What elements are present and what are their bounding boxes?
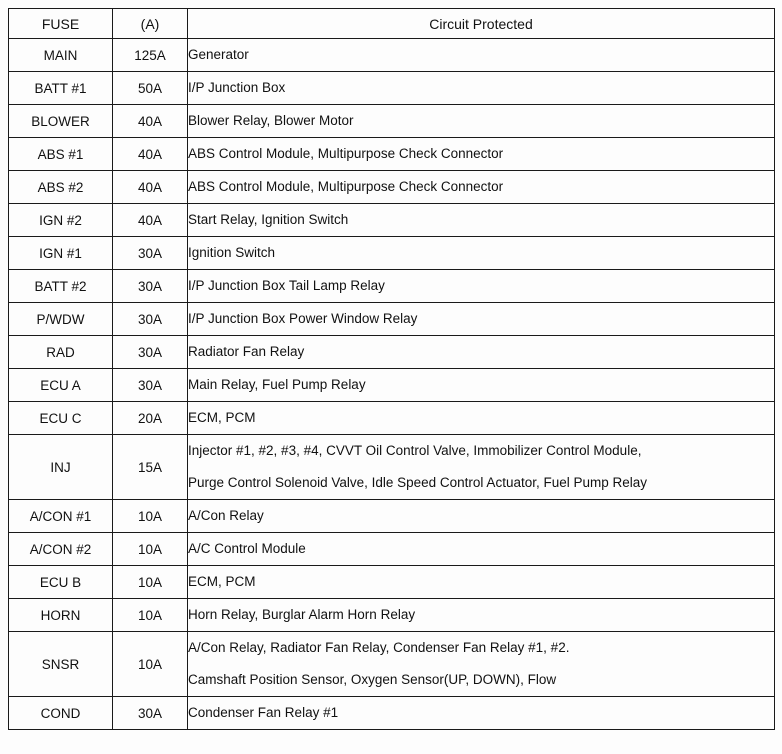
circuit-line: ECM, PCM xyxy=(188,574,256,589)
fuse-name-cell: P/WDW xyxy=(9,303,113,336)
table-row xyxy=(9,336,775,369)
fuse-name-cell: A/CON #2 xyxy=(9,533,113,566)
circuit-protected-cell xyxy=(188,566,775,599)
amperage-cell: 30A xyxy=(113,697,188,730)
circuit-line: Camshaft Position Sensor, Oxygen Sensor(UP, DOWN), Flow xyxy=(188,672,557,687)
fuse-table xyxy=(8,8,775,730)
fuse-name-cell: A/CON #1 xyxy=(9,500,113,533)
fuse-name-cell: BLOWER xyxy=(9,105,113,138)
circuit-protected-cell xyxy=(188,105,775,138)
table-row xyxy=(9,138,775,171)
header-amperage: (A) xyxy=(113,9,188,39)
fuse-name-cell: MAIN xyxy=(9,39,113,72)
table-row xyxy=(9,533,775,566)
circuit-protected-cell xyxy=(188,303,775,336)
table-row xyxy=(9,204,775,237)
amperage-cell: 40A xyxy=(113,171,188,204)
amperage-cell: 15A xyxy=(113,435,188,500)
table-row xyxy=(9,435,775,500)
fuse-name-cell: ABS #1 xyxy=(9,138,113,171)
fuse-name-cell: IGN #1 xyxy=(9,237,113,270)
circuit-line: A/Con Relay xyxy=(188,508,264,523)
circuit-protected-cell xyxy=(188,138,775,171)
amperage-cell: 10A xyxy=(113,533,188,566)
circuit-protected-cell xyxy=(188,697,775,730)
circuit-line: Blower Relay, Blower Motor xyxy=(188,113,354,128)
fuse-name-cell: COND xyxy=(9,697,113,730)
circuit-line: Condenser Fan Relay #1 xyxy=(188,705,339,720)
header-circuit: Circuit Protected xyxy=(188,9,775,39)
fuse-name-cell: INJ xyxy=(9,435,113,500)
circuit-protected-cell xyxy=(188,369,775,402)
circuit-line: Main Relay, Fuel Pump Relay xyxy=(188,377,366,392)
circuit-line: ECM, PCM xyxy=(188,410,256,425)
fuse-name-cell: ECU B xyxy=(9,566,113,599)
fuse-name-cell: SNSR xyxy=(9,632,113,697)
table-row xyxy=(9,171,775,204)
table-row xyxy=(9,270,775,303)
table-header xyxy=(9,9,775,39)
circuit-line: Ignition Switch xyxy=(188,245,276,260)
amperage-cell: 40A xyxy=(113,105,188,138)
amperage-cell: 30A xyxy=(113,336,188,369)
fuse-name-cell: IGN #2 xyxy=(9,204,113,237)
amperage-cell: 40A xyxy=(113,204,188,237)
table-row xyxy=(9,500,775,533)
amperage-cell: 40A xyxy=(113,138,188,171)
circuit-protected-cell xyxy=(188,270,775,303)
circuit-protected-cell xyxy=(188,72,775,105)
circuit-line: Generator xyxy=(188,47,249,62)
amperage-cell: 10A xyxy=(113,500,188,533)
table-row xyxy=(9,697,775,730)
table-row xyxy=(9,599,775,632)
amperage-cell: 50A xyxy=(113,72,188,105)
circuit-line: Purge Control Solenoid Valve, Idle Speed Control Actuator, Fuel Pump Relay xyxy=(188,475,648,490)
amperage-cell: 30A xyxy=(113,369,188,402)
circuit-line: A/Con Relay, Radiator Fan Relay, Condenser Fan Relay #1, #2. xyxy=(188,640,570,655)
fuse-name-cell: ECU A xyxy=(9,369,113,402)
amperage-cell: 10A xyxy=(113,566,188,599)
amperage-cell: 30A xyxy=(113,237,188,270)
fuse-name-cell: RAD xyxy=(9,336,113,369)
circuit-line: Injector #1, #2, #3, #4, CVVT Oil Control Valve, Immobilizer Control Module, xyxy=(188,443,642,458)
circuit-protected-cell xyxy=(188,237,775,270)
circuit-protected-cell xyxy=(188,632,775,697)
fuse-name-cell: HORN xyxy=(9,599,113,632)
table-row xyxy=(9,237,775,270)
circuit-protected-cell xyxy=(188,435,775,500)
header-fuse: FUSE xyxy=(9,9,113,39)
circuit-line: Start Relay, Ignition Switch xyxy=(188,212,349,227)
circuit-protected-cell xyxy=(188,533,775,566)
circuit-protected-cell xyxy=(188,500,775,533)
table-row xyxy=(9,402,775,435)
table-row xyxy=(9,72,775,105)
fuse-name-cell: ABS #2 xyxy=(9,171,113,204)
table-row xyxy=(9,369,775,402)
circuit-line: A/C Control Module xyxy=(188,541,306,556)
amperage-cell: 20A xyxy=(113,402,188,435)
circuit-line: ABS Control Module, Multipurpose Check Connector xyxy=(188,146,504,161)
circuit-line: Horn Relay, Burglar Alarm Horn Relay xyxy=(188,607,416,622)
circuit-protected-cell xyxy=(188,402,775,435)
fuse-name-cell: ECU C xyxy=(9,402,113,435)
table-row xyxy=(9,632,775,697)
amperage-cell: 30A xyxy=(113,303,188,336)
table-row xyxy=(9,303,775,336)
table-row xyxy=(9,566,775,599)
table-body xyxy=(9,39,775,730)
amperage-cell: 125A xyxy=(113,39,188,72)
circuit-line: I/P Junction Box Tail Lamp Relay xyxy=(188,278,385,293)
circuit-protected-cell xyxy=(188,204,775,237)
circuit-line: ABS Control Module, Multipurpose Check Connector xyxy=(188,179,504,194)
table-row xyxy=(9,105,775,138)
amperage-cell: 10A xyxy=(113,599,188,632)
fuse-name-cell: BATT #2 xyxy=(9,270,113,303)
fuse-name-cell: BATT #1 xyxy=(9,72,113,105)
table-row xyxy=(9,39,775,72)
circuit-line: I/P Junction Box Power Window Relay xyxy=(188,311,418,326)
amperage-cell: 30A xyxy=(113,270,188,303)
header-row xyxy=(9,9,775,39)
circuit-protected-cell xyxy=(188,171,775,204)
circuit-protected-cell xyxy=(188,599,775,632)
circuit-protected-cell xyxy=(188,39,775,72)
circuit-line: I/P Junction Box xyxy=(188,80,286,95)
amperage-cell: 10A xyxy=(113,632,188,697)
circuit-protected-cell xyxy=(188,336,775,369)
circuit-line: Radiator Fan Relay xyxy=(188,344,305,359)
